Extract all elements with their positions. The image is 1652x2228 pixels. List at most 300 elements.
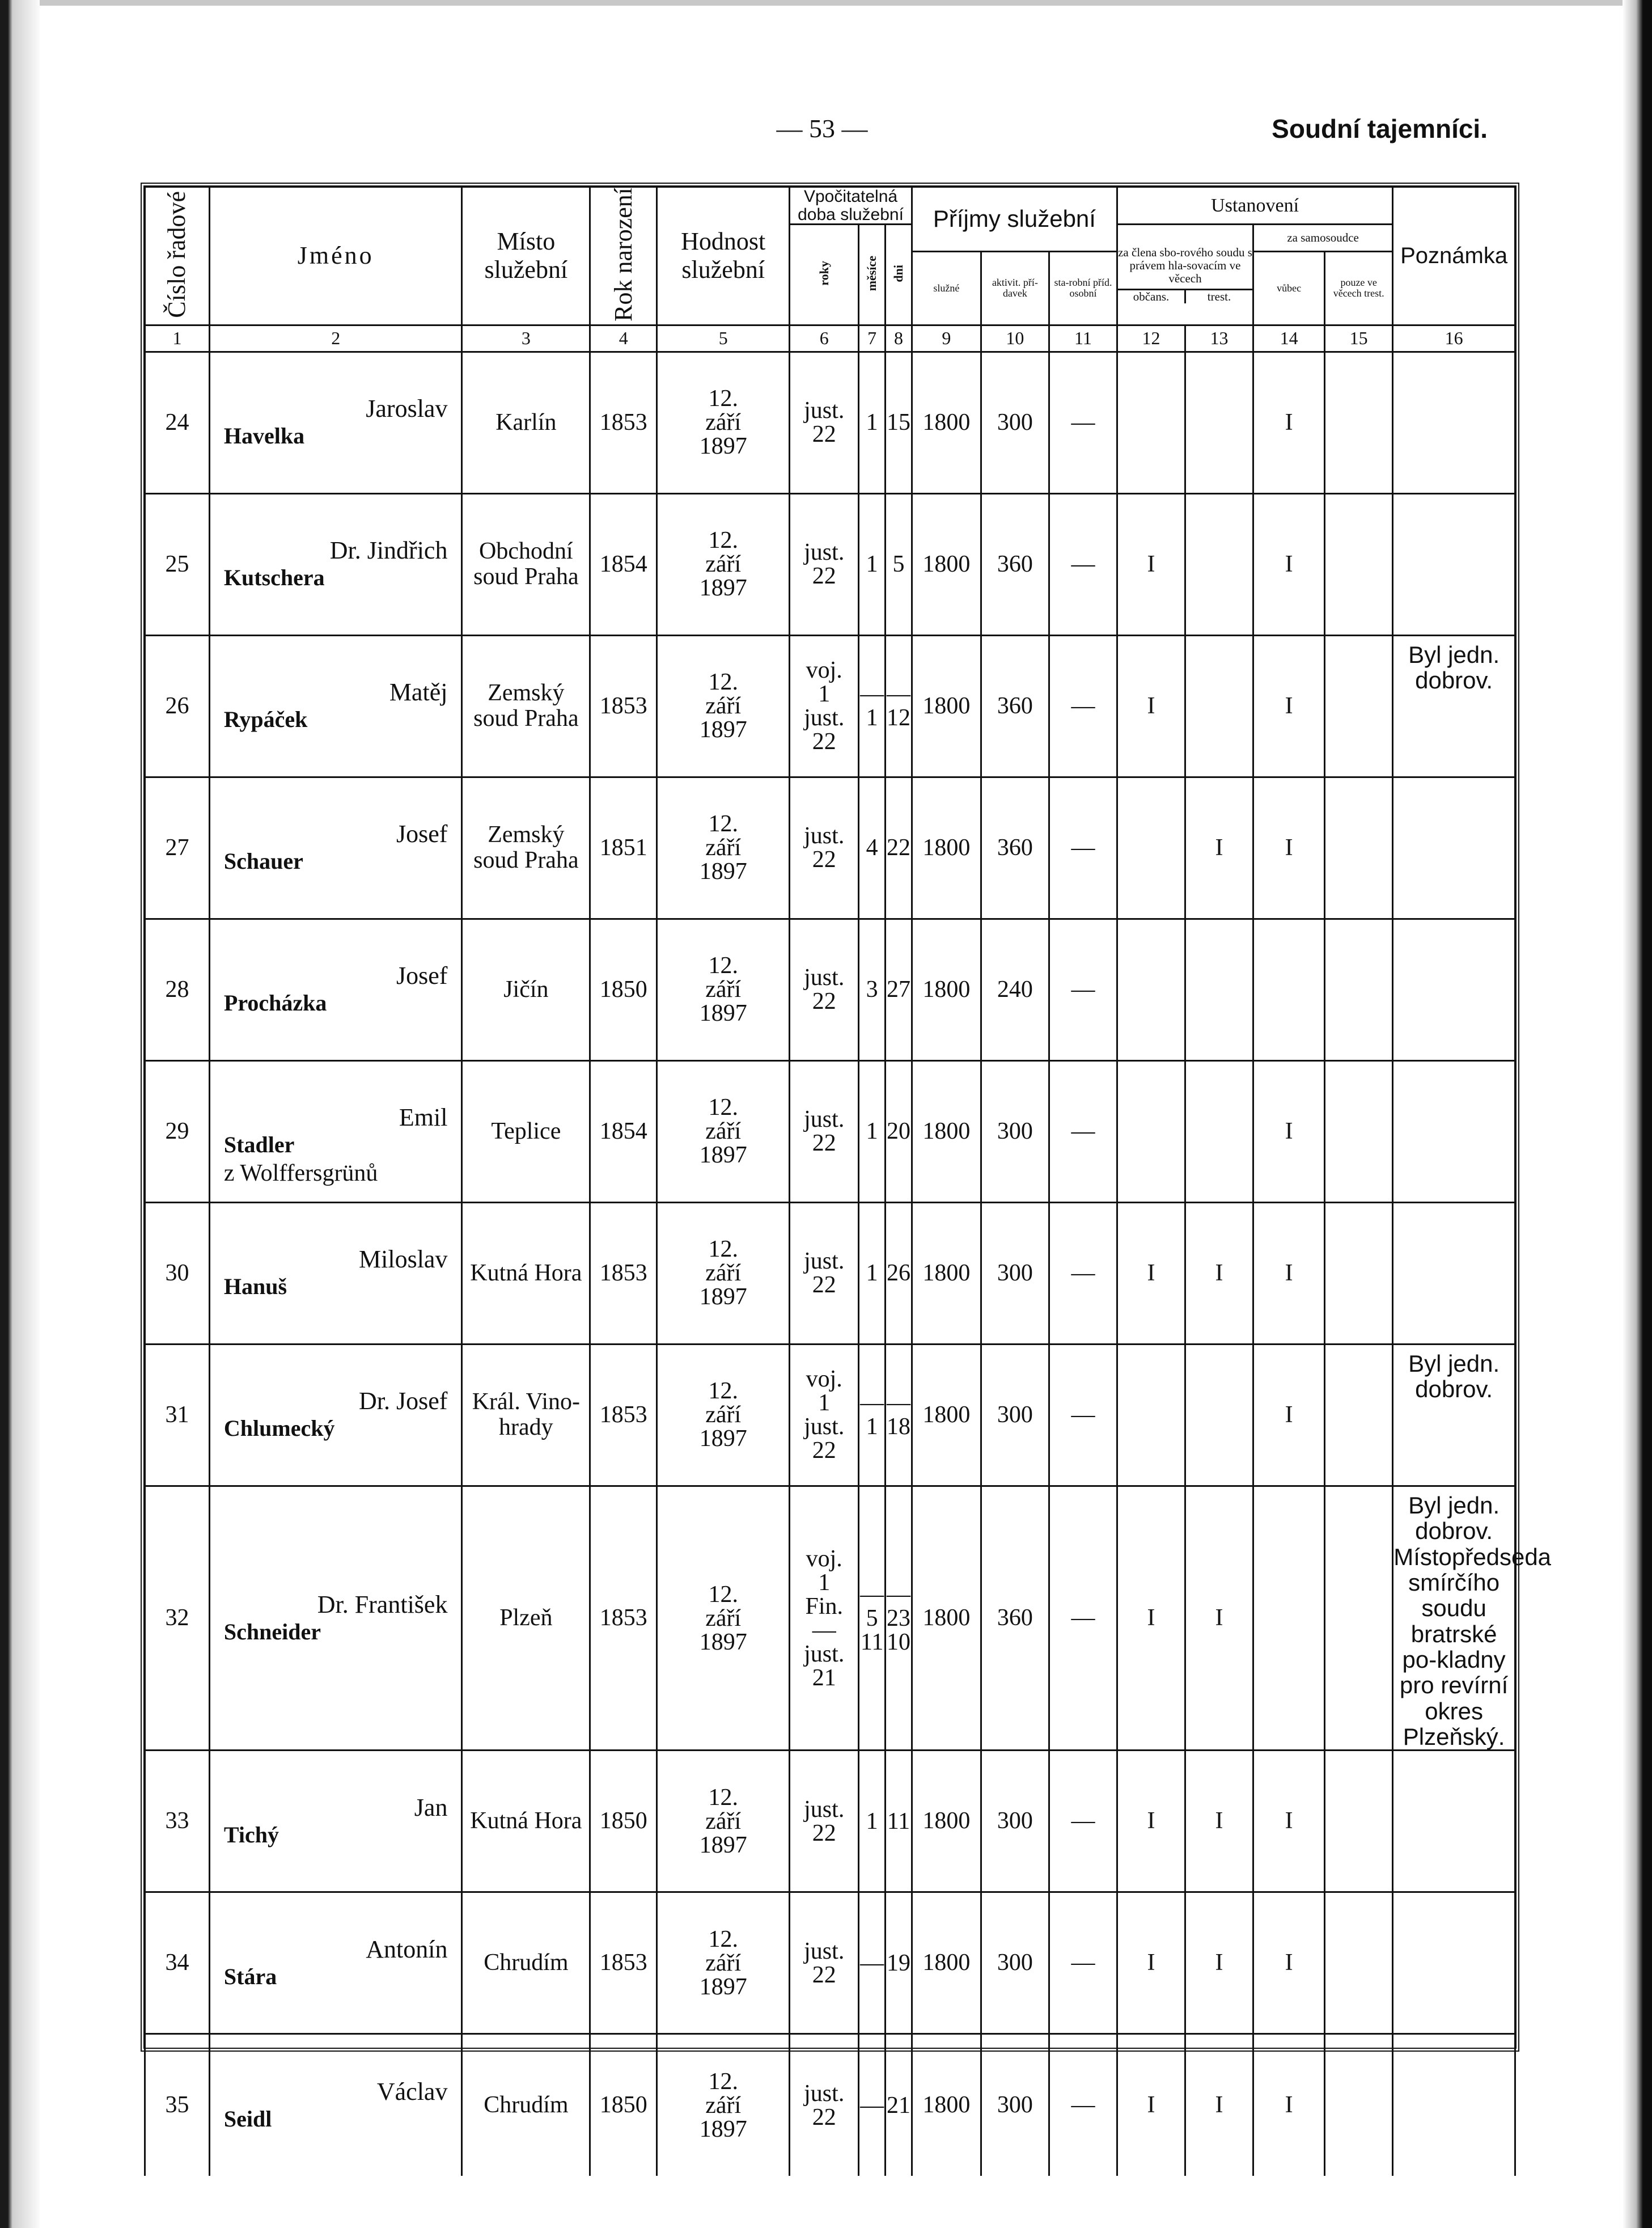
rank-text-line: 12. (708, 811, 738, 838)
rank-text-line: 1897 (699, 1284, 747, 1310)
service-years (790, 1344, 859, 1486)
header-place: Místo služební (462, 187, 590, 325)
name-cell (210, 1063, 461, 1199)
rank-text-line: 1897 (699, 575, 747, 602)
service-months (859, 1892, 886, 2034)
rank-text (658, 1927, 789, 1999)
birth-year: 1853 (590, 1344, 657, 1486)
row-number: 25 (145, 493, 210, 635)
single-judge-criminal (1325, 1486, 1393, 1751)
years-text (790, 966, 858, 1013)
note (1393, 352, 1515, 493)
header-days: dni (886, 225, 912, 325)
surname: Tichý (223, 1821, 279, 1847)
salary: 1800 (912, 1751, 981, 1892)
given-name: Josef (396, 820, 448, 848)
years-text (790, 1798, 858, 1845)
given-name: Jaroslav (366, 395, 448, 423)
birth-year: 1850 (590, 919, 657, 1060)
personal-allowance: — (1049, 493, 1117, 635)
rank-text-line: 12. (708, 1378, 738, 1405)
personal-allowance: — (1049, 919, 1117, 1060)
single-judge-criminal (1325, 919, 1393, 1060)
rank-text-line: 12. (708, 1926, 738, 1952)
surname: Rypáček (223, 707, 308, 733)
service-years (790, 1751, 859, 1892)
service-days (886, 777, 912, 919)
personal-allowance: — (1049, 1060, 1117, 1202)
years-text-line: just. (804, 398, 845, 424)
personal-allowance: — (1049, 352, 1117, 493)
years-text (790, 2082, 858, 2129)
years-text-line: 22 (812, 2104, 836, 2130)
scan-left-edge (0, 0, 40, 2228)
service-place: Karlín (462, 352, 590, 493)
service-days (886, 1202, 912, 1344)
header-months: měsíce (859, 225, 886, 325)
rank-text-line: 12. (708, 1236, 738, 1263)
personal-allowance: — (1049, 777, 1117, 919)
col-number: 9 (912, 325, 981, 352)
table-row (145, 1751, 1515, 1892)
single-judge-generally: I (1253, 1892, 1325, 2034)
months-text-line: 4 (866, 835, 878, 861)
years-text-line: — (812, 1617, 836, 1643)
service-years (790, 777, 859, 919)
service-years (790, 352, 859, 493)
service-months (859, 1344, 886, 1486)
days-text-line: 15 (886, 409, 910, 436)
years-text-line: just. (804, 1796, 845, 1823)
criminal-appointment: I (1185, 777, 1253, 919)
days-text-line: 12 (886, 705, 910, 732)
rank (657, 1751, 790, 1892)
years-text-line: 22 (812, 1272, 836, 1299)
days-text-line: 22 (886, 835, 910, 861)
row-number: 33 (145, 1751, 210, 1892)
name-cell (210, 1347, 461, 1483)
years-text (790, 1249, 858, 1297)
note: Byl jedn. dobrov. Místopředseda smírčího soudu bratrské po-kladny pro revírní okres Plzeňský. (1393, 1486, 1515, 1751)
criminal-appointment (1185, 919, 1253, 1060)
name-cell (210, 496, 461, 632)
rank-text-line: září (705, 1118, 742, 1145)
single-judge-criminal (1325, 635, 1393, 777)
criminal-appointment: I (1185, 1751, 1253, 1892)
birth-year: 1853 (590, 1202, 657, 1344)
years-text-line: 22 (812, 729, 836, 755)
header-serial-number: Číslo řadové (145, 187, 210, 325)
days-text-line: 27 (886, 976, 910, 1003)
criminal-appointment: I (1185, 1486, 1253, 1751)
days-text-line: 18 (886, 1414, 910, 1440)
rank-text-line: 12. (708, 669, 738, 696)
note (1393, 1060, 1515, 1202)
single-judge-generally: I (1253, 493, 1325, 635)
row-number: 30 (145, 1202, 210, 1344)
rank-text-line: září (705, 1950, 742, 1976)
service-days (886, 1344, 912, 1486)
rank-text-line: 1897 (699, 717, 747, 743)
rank-text (658, 387, 789, 458)
years-text-line: 1 (818, 1390, 831, 1417)
rank-text-line: 12. (708, 386, 738, 412)
years-text-line: just. (804, 539, 845, 566)
years-text (790, 658, 858, 754)
years-text (790, 399, 858, 446)
activity-allowance: 240 (981, 919, 1049, 1060)
header-activity-allowance: aktivit. pří-davek (981, 251, 1049, 325)
years-text-line: just. (804, 965, 845, 991)
rank (657, 919, 790, 1060)
rank (657, 352, 790, 493)
note (1393, 777, 1515, 919)
given-name: Dr. František (317, 1590, 448, 1618)
years-text-line: just. (804, 1106, 845, 1133)
rank-text-line: září (705, 409, 742, 436)
rank (657, 1060, 790, 1202)
table-row (145, 352, 1515, 493)
years-text-line: just. (804, 705, 845, 732)
name-extra: z Wolffersgrünů (223, 1160, 378, 1187)
col-number: 4 (590, 325, 657, 352)
personal-allowance: — (1049, 2034, 1117, 2176)
service-years (790, 1486, 859, 1751)
days-text (886, 1119, 911, 1143)
salary: 1800 (912, 2034, 981, 2176)
single-judge-criminal (1325, 352, 1393, 493)
service-place: Teplice (462, 1060, 590, 1202)
activity-allowance: 300 (981, 1344, 1049, 1486)
header-college-member: za člena sbo-rového soudu s právem hla-sovacím ve věcech občans. trest. (1117, 225, 1253, 325)
row-number: 31 (145, 1344, 210, 1486)
service-place: Kutná Hora (462, 1202, 590, 1344)
name (209, 493, 462, 635)
surname: Schneider (223, 1618, 321, 1644)
birth-year: 1853 (590, 352, 657, 493)
single-judge-criminal (1325, 1344, 1393, 1486)
table-row (145, 1202, 1515, 1344)
col-number: 15 (1325, 325, 1393, 352)
table-row (145, 919, 1515, 1060)
years-text (790, 1939, 858, 1987)
months-text (859, 2094, 884, 2117)
years-text-line: 22 (812, 1438, 836, 1464)
service-months (859, 352, 886, 493)
single-judge-generally: I (1253, 2034, 1325, 2176)
row-number: 28 (145, 919, 210, 1060)
header-single-judge: za samosoudce (1253, 225, 1393, 252)
note (1393, 1892, 1515, 2034)
civil-appointment (1117, 777, 1185, 919)
activity-allowance: 300 (981, 1751, 1049, 1892)
personal-allowance: — (1049, 1344, 1117, 1486)
service-place: Plzeň (462, 1486, 590, 1751)
rank-text-line: 12. (708, 1581, 738, 1608)
service-years (790, 2034, 859, 2176)
service-years (790, 1202, 859, 1344)
rank-text-line: 12. (708, 1784, 738, 1811)
rank (657, 1486, 790, 1751)
col-number: 8 (886, 325, 912, 352)
page-number: — 53 — (776, 114, 868, 143)
name (209, 919, 462, 1060)
service-years (790, 1060, 859, 1202)
single-judge-criminal (1325, 2034, 1393, 2176)
activity-allowance: 360 (981, 635, 1049, 777)
surname: Kutschera (223, 565, 325, 591)
service-months (859, 1060, 886, 1202)
note: Byl jedn. dobrov. (1393, 1344, 1515, 1486)
header-rank: Hodnost služební (657, 187, 790, 325)
days-text (886, 411, 911, 434)
rank-text-line: 12. (708, 1094, 738, 1121)
months-text (859, 1810, 884, 1833)
single-judge-generally: I (1253, 1060, 1325, 1202)
table-row (145, 1486, 1515, 1751)
given-name: Dr. Josef (359, 1387, 448, 1415)
days-text-line: 23 (886, 1605, 910, 1631)
criminal-appointment (1185, 352, 1253, 493)
civil-appointment: I (1117, 1202, 1185, 1344)
service-place: Chrudím (462, 1892, 590, 2034)
days-text (886, 552, 911, 576)
salary: 1800 (912, 777, 981, 919)
service-place: Kutná Hora (462, 1751, 590, 1892)
months-text (859, 552, 884, 576)
table-row (145, 1892, 1515, 2034)
days-text (886, 1261, 911, 1285)
years-text-line: 21 (812, 1664, 836, 1691)
col-number: 3 (462, 325, 590, 352)
salary: 1800 (912, 919, 981, 1060)
rank (657, 2034, 790, 2176)
days-text (886, 682, 911, 730)
header-service-time: Vpočitatelná doba služební (790, 187, 912, 225)
months-text-line: 1 (866, 1414, 878, 1440)
header-name: Jméno (209, 187, 462, 325)
birth-year: 1854 (590, 1060, 657, 1202)
rank-text (658, 1237, 789, 1309)
service-days (886, 352, 912, 493)
rank-text-line: 12. (708, 2068, 738, 2095)
service-months (859, 1751, 886, 1892)
years-text-line: 1 (818, 1569, 831, 1596)
salary: 1800 (912, 352, 981, 493)
service-months (859, 777, 886, 919)
service-months (859, 2034, 886, 2176)
header-years: roky (790, 225, 859, 325)
note (1393, 1202, 1515, 1344)
activity-allowance: 300 (981, 352, 1049, 493)
name (209, 1751, 462, 1892)
birth-year: 1853 (590, 635, 657, 777)
given-name: Miloslav (359, 1245, 448, 1274)
salary: 1800 (912, 1486, 981, 1751)
single-judge-generally: I (1253, 777, 1325, 919)
days-text (886, 1391, 911, 1439)
rank-text-line: 1897 (699, 1832, 747, 1858)
months-text-line: 11 (860, 1629, 884, 1655)
register-table (144, 186, 1552, 2176)
personal-allowance: — (1049, 1892, 1117, 2034)
name-cell (210, 2037, 461, 2174)
salary: 1800 (912, 493, 981, 635)
col-number: 13 (1185, 325, 1253, 352)
surname: Schauer (223, 848, 303, 874)
months-text (859, 1391, 884, 1439)
years-text-line: voj. (806, 1545, 842, 1572)
header-appointment: Ustanovení (1117, 187, 1392, 225)
single-judge-criminal (1325, 1060, 1393, 1202)
salary: 1800 (912, 1892, 981, 2034)
note (1393, 493, 1515, 635)
days-text-line: — (886, 1390, 910, 1417)
surname: Hanuš (223, 1274, 287, 1300)
header-criminal: trest. (1207, 290, 1231, 303)
name (209, 1892, 462, 2034)
years-text-line: just. (804, 2080, 845, 2107)
service-days (886, 1892, 912, 2034)
single-judge-criminal (1325, 493, 1393, 635)
rank-text-line: 1897 (699, 2116, 747, 2142)
rank-text-line: září (705, 1808, 742, 1834)
days-text (886, 2094, 911, 2117)
name-cell (210, 638, 461, 774)
months-text (859, 411, 884, 434)
days-text (886, 1810, 911, 1833)
col-number: 12 (1117, 325, 1185, 352)
months-text-line: 5 (866, 1605, 878, 1631)
surname: Procházka (223, 990, 327, 1016)
civil-appointment (1117, 919, 1185, 1060)
years-text-line: just. (804, 1641, 845, 1667)
single-judge-generally: I (1253, 1344, 1325, 1486)
years-text-line: 1 (818, 681, 831, 708)
header-birth-year: Rok narození (590, 187, 657, 325)
table-row (145, 493, 1515, 635)
months-text-line: 1 (866, 1118, 878, 1145)
row-number: 32 (145, 1486, 210, 1751)
rank-text-line: září (705, 551, 742, 578)
scan-right-edge (1623, 0, 1652, 2228)
rank-text (658, 2070, 789, 2141)
name-cell (210, 1550, 461, 1686)
name (209, 1344, 462, 1486)
name (209, 352, 462, 493)
years-text (790, 824, 858, 872)
civil-appointment (1117, 1060, 1185, 1202)
rank-text-line: 1897 (699, 1426, 747, 1452)
civil-appointment: I (1117, 1751, 1185, 1892)
table-row (145, 635, 1515, 777)
personal-allowance: — (1049, 1202, 1117, 1344)
rank-text-line: 1897 (699, 433, 747, 460)
name (209, 777, 462, 919)
rank (657, 777, 790, 919)
days-text (886, 1583, 911, 1654)
years-text-line: 22 (812, 847, 836, 873)
name-cell (210, 1753, 461, 1889)
rank-text-line: 1897 (699, 859, 747, 885)
rank (657, 635, 790, 777)
birth-year: 1853 (590, 1892, 657, 2034)
civil-appointment (1117, 352, 1185, 493)
surname: Stadler (223, 1132, 295, 1158)
civil-appointment: I (1117, 1892, 1185, 2034)
single-judge-generally: I (1253, 352, 1325, 493)
years-text-line: voj. (806, 657, 842, 684)
rank-text-line: září (705, 976, 742, 1003)
table-row (145, 1344, 1515, 1486)
given-name: Antonín (366, 1935, 448, 1963)
service-place: Zemský soud Praha (462, 635, 590, 777)
rank (657, 493, 790, 635)
service-years (790, 635, 859, 777)
service-place: Chrudím (462, 2034, 590, 2176)
months-text (859, 836, 884, 860)
months-text-line: 1 (866, 1808, 878, 1834)
service-days (886, 1060, 912, 1202)
months-text-line: — (860, 1390, 884, 1417)
name (209, 1060, 462, 1202)
civil-appointment: I (1117, 1486, 1185, 1751)
row-number: 24 (145, 352, 210, 493)
table-row (145, 2034, 1515, 2176)
name (209, 635, 462, 777)
single-judge-criminal (1325, 1202, 1393, 1344)
table-row (145, 777, 1515, 919)
birth-year: 1850 (590, 1751, 657, 1892)
given-name: Matěj (389, 678, 448, 707)
col-number: 6 (790, 325, 859, 352)
rank-text-line: 1897 (699, 1973, 747, 2000)
row-number: 26 (145, 635, 210, 777)
months-text-line: 1 (866, 705, 878, 732)
service-days (886, 1751, 912, 1892)
surname: Chlumecký (223, 1415, 335, 1441)
row-number: 27 (145, 777, 210, 919)
service-days (886, 1486, 912, 1751)
col-number: 11 (1049, 325, 1117, 352)
col-number: 10 (981, 325, 1049, 352)
salary: 1800 (912, 1344, 981, 1486)
single-judge-generally: I (1253, 1202, 1325, 1344)
months-text-line: — (860, 2092, 884, 2119)
years-text (790, 1547, 858, 1690)
years-text-line: 22 (812, 563, 836, 590)
col-number: 7 (859, 325, 886, 352)
single-judge-criminal (1325, 777, 1393, 919)
header-note: Poznámka (1393, 187, 1515, 325)
months-text (859, 1583, 884, 1654)
salary: 1800 (912, 1202, 981, 1344)
months-text-line: 1 (866, 1260, 878, 1287)
service-days (886, 635, 912, 777)
header-only-criminal: pouze ve věcech trest. (1325, 251, 1393, 325)
days-text-line: 21 (886, 2092, 910, 2119)
activity-allowance: 300 (981, 1060, 1049, 1202)
service-months (859, 1202, 886, 1344)
years-text (790, 540, 858, 588)
days-text-line: 5 (892, 551, 905, 578)
note: Byl jedn. dobrov. (1393, 635, 1515, 777)
col-number: 1 (145, 325, 210, 352)
surname: Stára (223, 1963, 277, 1989)
months-text-line: 1 (866, 409, 878, 436)
rank-text-line: 12. (708, 527, 738, 554)
service-years (790, 493, 859, 635)
